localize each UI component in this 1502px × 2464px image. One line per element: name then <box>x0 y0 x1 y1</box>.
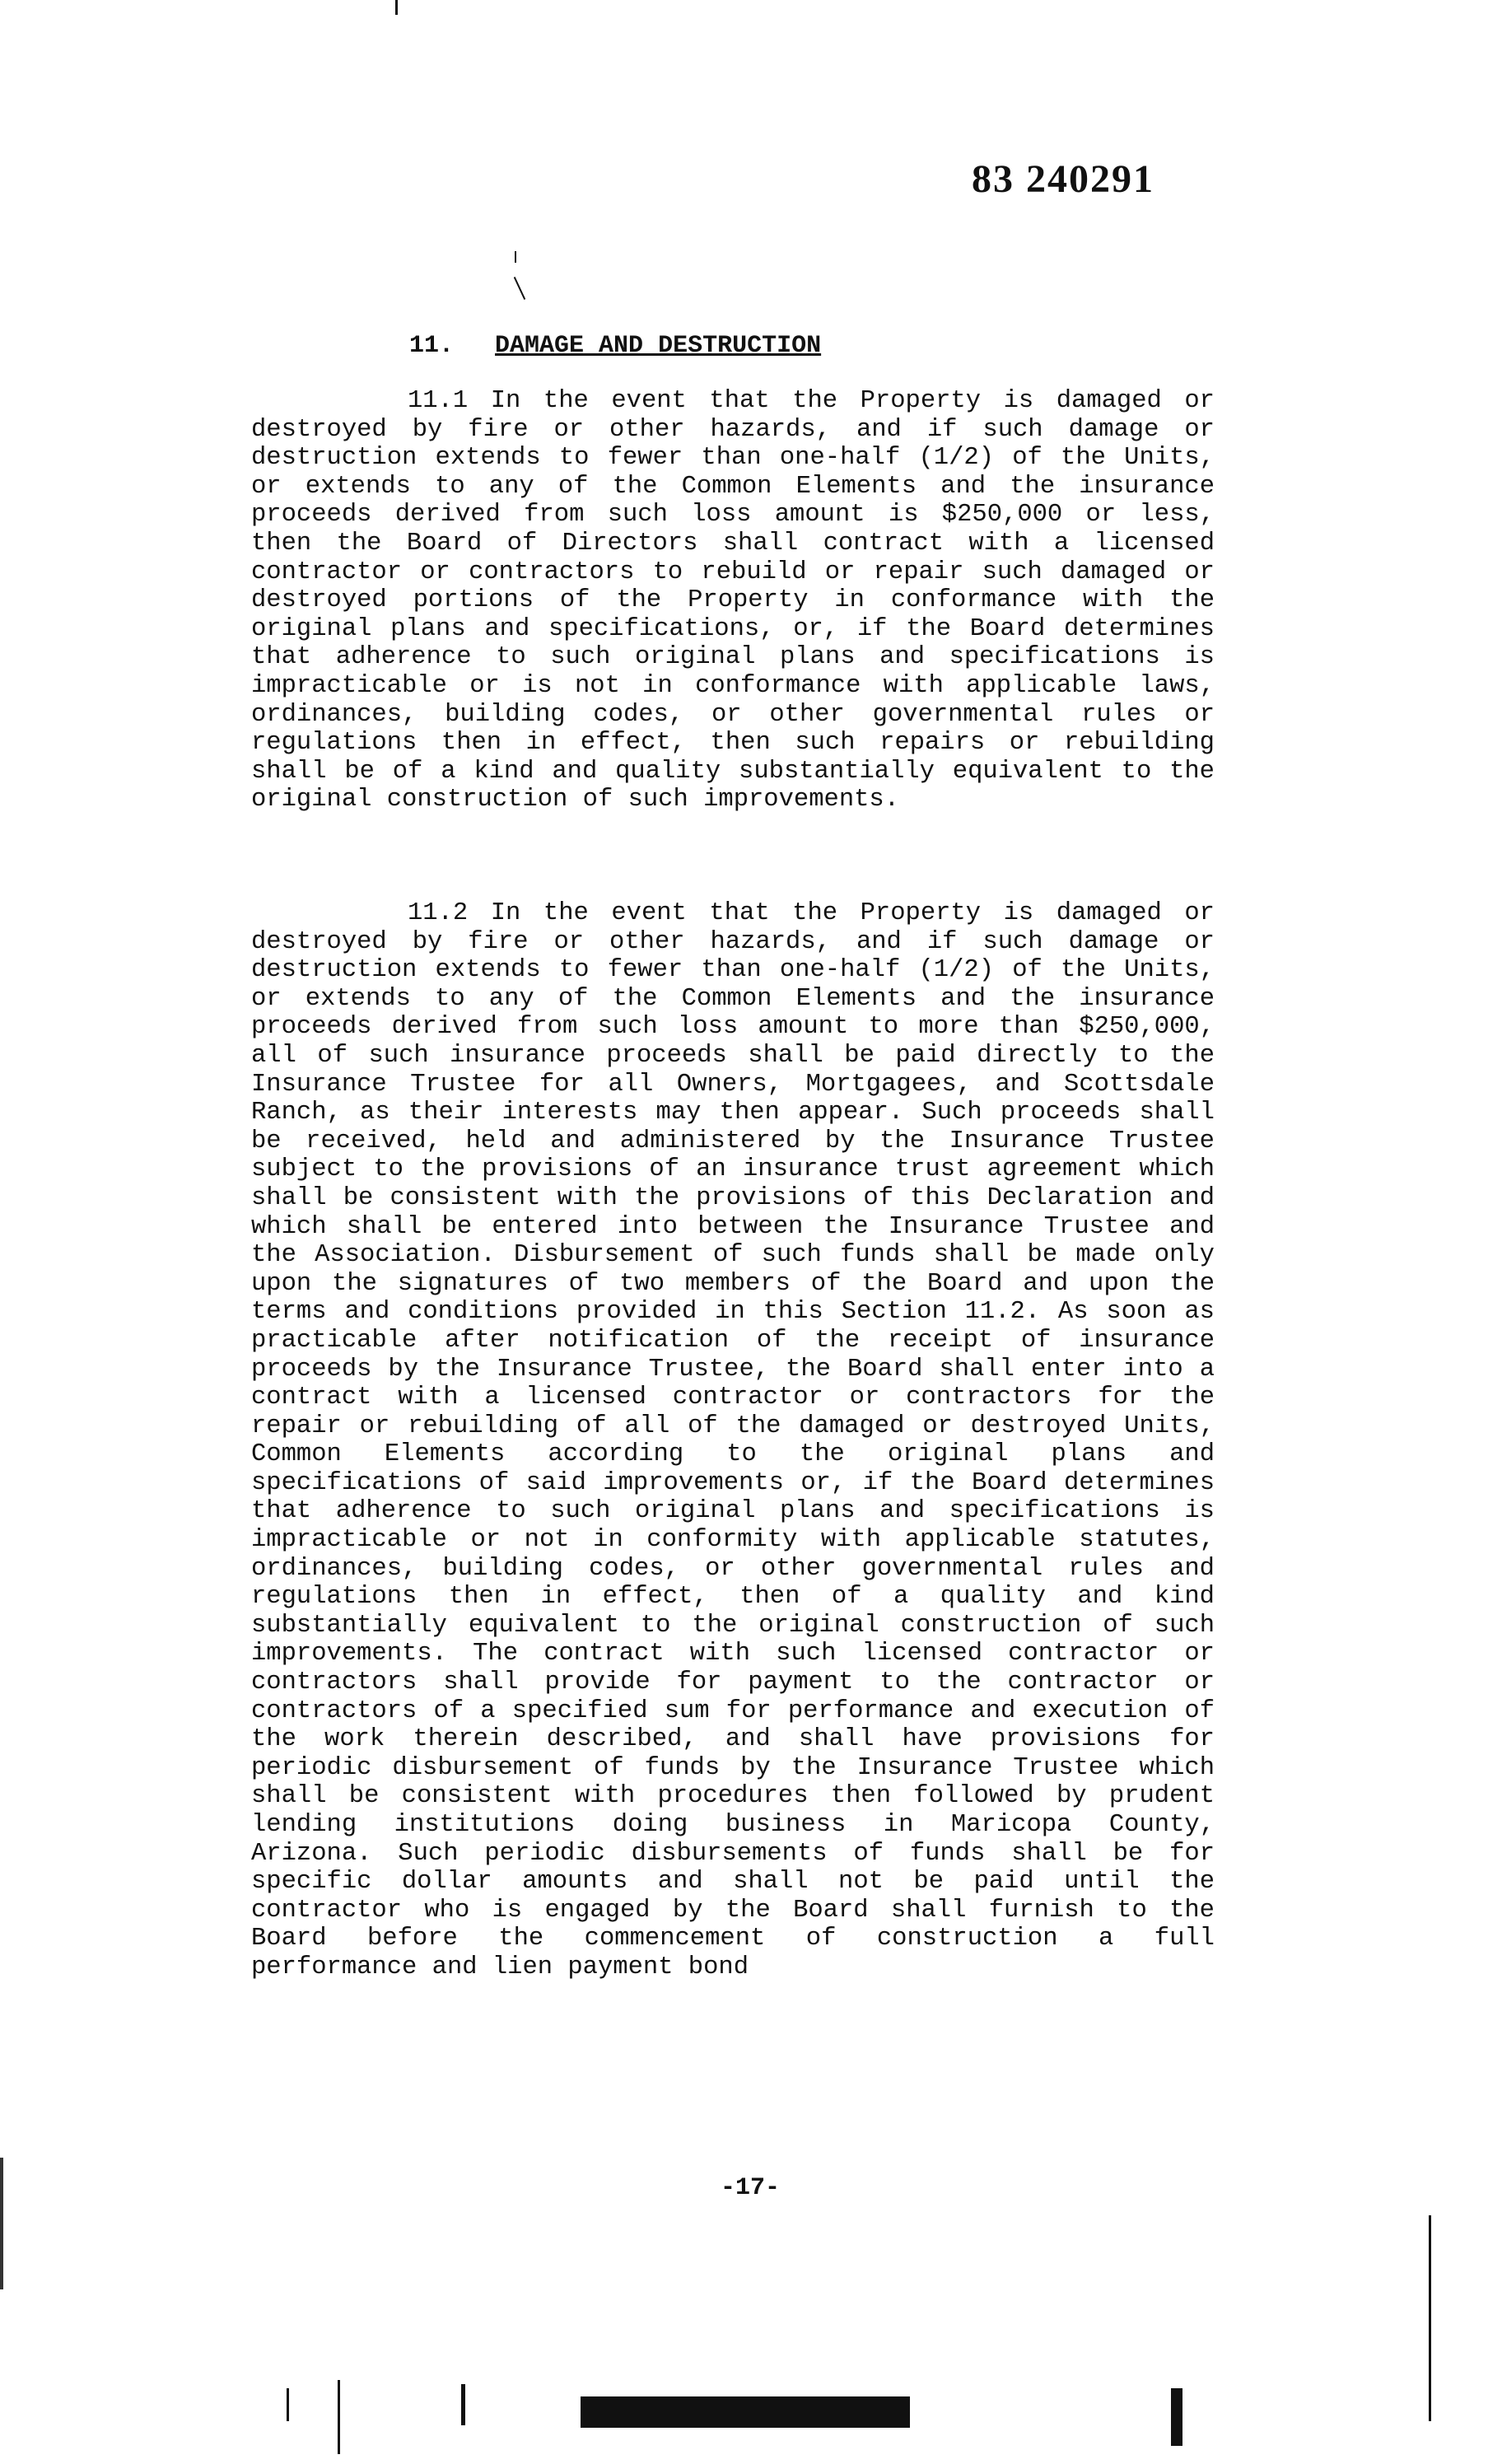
section-title: DAMAGE AND DESTRUCTION <box>495 332 822 360</box>
scan-mark-bottom-2 <box>338 2380 340 2454</box>
section-number: 11. <box>409 332 455 360</box>
scan-mark-slash <box>514 277 525 300</box>
scan-mark-bottom-3 <box>461 2384 465 2425</box>
recording-number: 83 240291 <box>972 157 1154 201</box>
paragraph-11-1: 11.1 In the event that the Property is damaged or destroyed by fire or other hazards, and if such damage or destruction extends to fewer than one-half (1/2) of the Units, or extends to any of the Common Elements and the insurance proceeds derived from such loss amount is $250,000 or less, then the Board of Directors shall contract with a licensed contractor or contractors to rebuild or repair such damaged or destroyed portions of the Property in conformance with the original plans and specifications, or, if the Board determines that adherence to such original plans and specifications is impracticable or is not in conformance with applicable laws, ordinances, building codes, or other governmental rules or regulations then in effect, then such repairs or rebuilding shall be of a kind and quality substantially equivalent to the original construction of such improvements. <box>251 387 1215 814</box>
scan-mark-top <box>395 0 398 15</box>
scan-mark-bottom-1 <box>287 2388 289 2421</box>
page-number: -17- <box>721 2174 781 2202</box>
scan-mark-right-bar <box>1429 2215 1431 2421</box>
scan-mark-barcode <box>581 2396 910 2428</box>
scan-mark-tick <box>515 251 516 263</box>
scan-mark-bottom-right <box>1171 2388 1182 2446</box>
scan-mark-left-edge <box>0 2158 3 2289</box>
paragraph-11-2: 11.2 In the event that the Property is damaged or destroyed by fire or other hazards, and if such damage or destruction extends to fewer than one-half (1/2) of the Units, or extends to any of the Common Elements and the insurance proceeds derived from such loss amount to more than $250,000, all of such insurance proceeds shall be paid directly to the Insurance Trustee for all Owners, Mortgagees, and Scottsdale Ranch, as their interests may then appear. Such proceeds shall be received, held and administered by the Insurance Trustee subject to the provisions of an insurance trust agreement which shall be consistent with the provisions of this Declaration and which shall be entered into between the Insurance Trustee and the Association. Disbursement of such funds shall be made only upon the signatures of two members of the Board and upon the terms and conditions provided in this Section 11.2. As soon as practicable after notification of the receipt of insurance proceeds by the Insurance Trustee, the Board shall enter into a contract with a licensed contractor or contractors for the repair or rebuilding of all of the damaged or destroyed Units, Common Elements according to the original plans and specifications of said improvements or, if the Board determines that adherence to such original plans and specifications is impracticable or not in conformity with applicable statutes, ordinances, building codes, or other governmental rules and regulations then in effect, then of a quality and kind substantially equivalent to the original construction of such improvements. The contract with such licensed contractor or contractors shall provide for payment to the contractor or contractors of a specified sum for performance and execution of the work therein described, and shall have provisions for periodic disbursement of funds by the Insurance Trustee which shall be consistent with procedures then followed by prudent lending institutions doing business in Maricopa County, Arizona. Such periodic disbursements of funds shall be for specific dollar amounts and shall not be paid until the contractor who is engaged by the Board shall furnish to the Board before the commencement of construction a full performance and lien payment bond <box>251 899 1215 1981</box>
section-heading <box>409 332 821 360</box>
